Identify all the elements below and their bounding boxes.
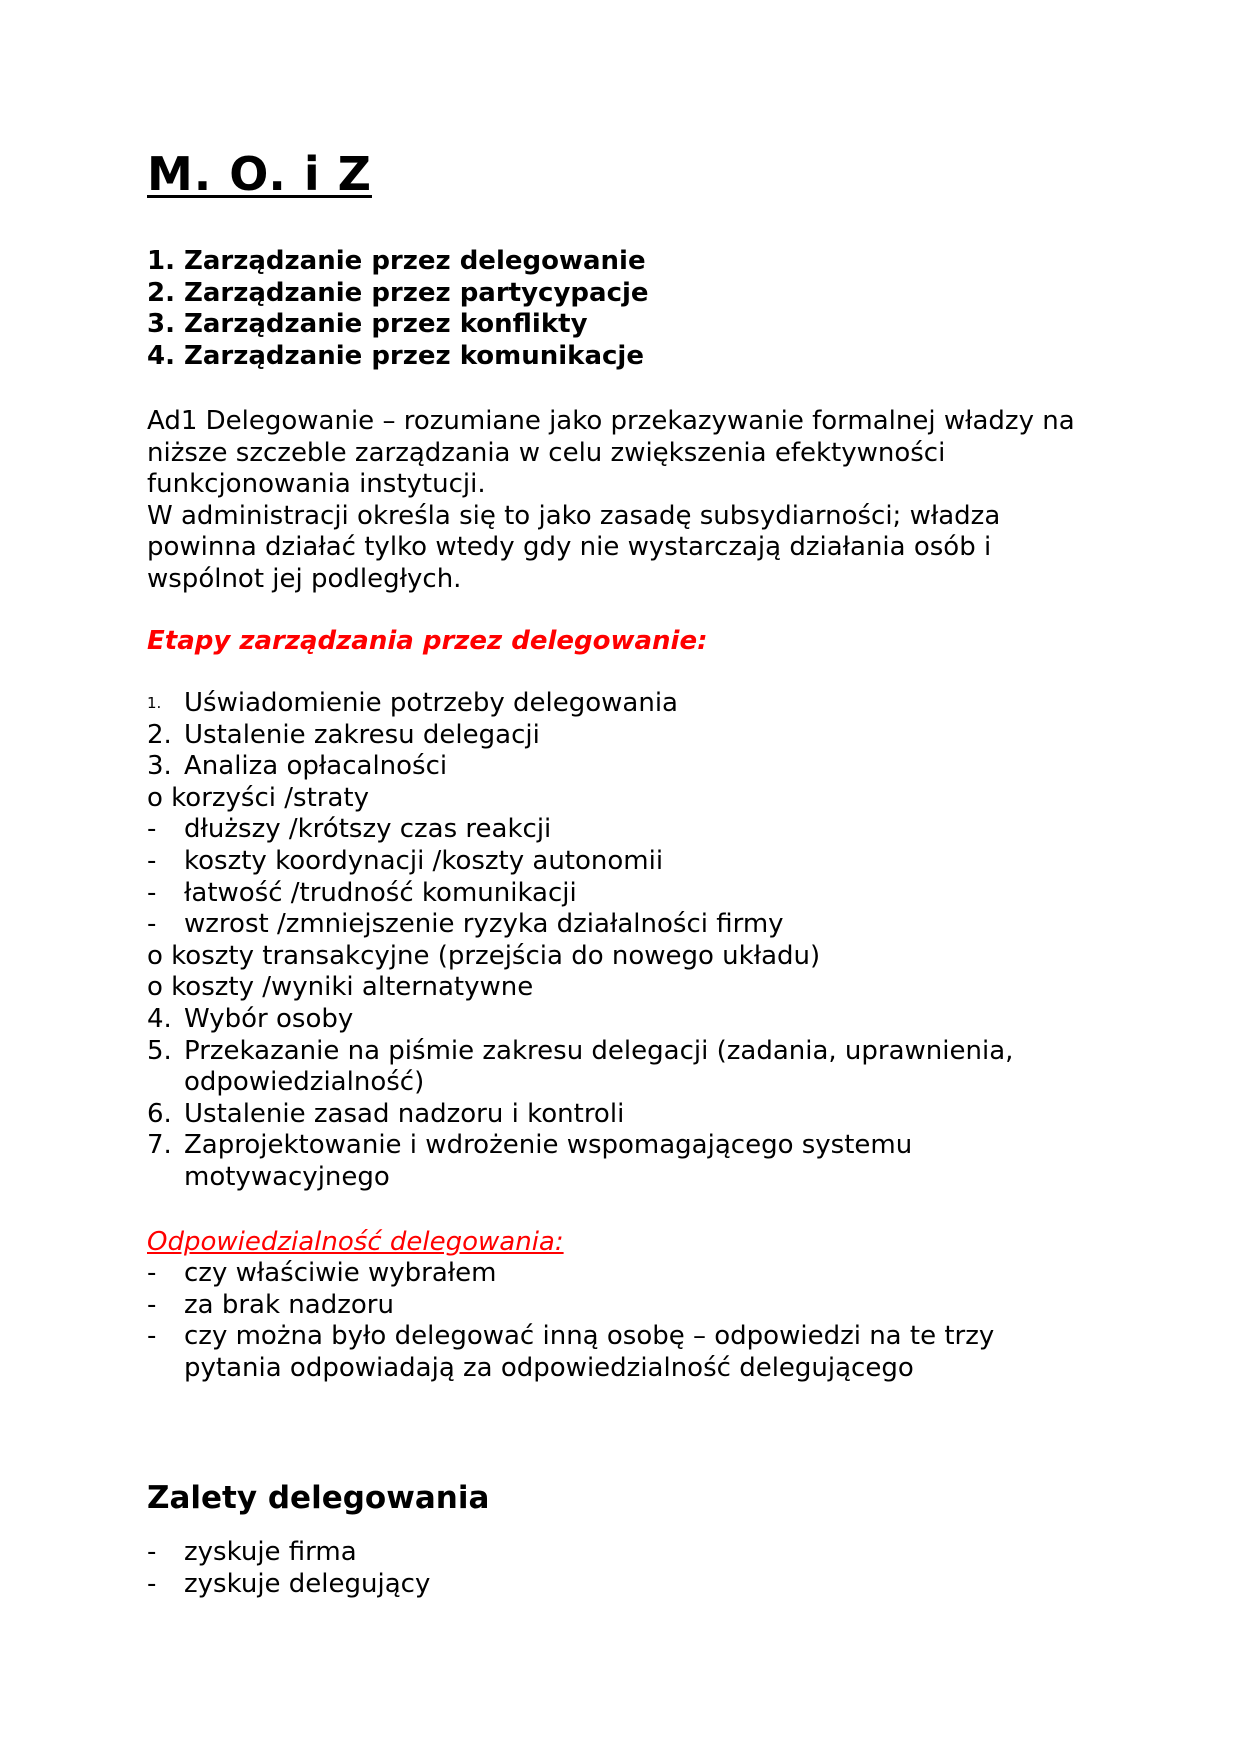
list-item <box>147 1004 1104 1036</box>
list-marker: - <box>147 1537 157 1567</box>
responsibility-list <box>147 1258 1064 1384</box>
list-item <box>147 846 1104 878</box>
list-item-text: łatwość /trudność komunikacji <box>184 877 577 908</box>
list-marker: - <box>147 814 157 845</box>
list-item <box>147 1569 430 1601</box>
list-marker: 2. <box>147 719 172 750</box>
list-item <box>147 751 1104 783</box>
list-item <box>147 941 1104 973</box>
stages-list <box>147 688 1104 1194</box>
list-item-text: o koszty transakcyjne (przejścia do nowego układu) <box>147 940 821 971</box>
intro-paragraphs <box>147 406 1107 596</box>
list-item <box>147 1321 1064 1384</box>
list-marker: - <box>147 909 157 940</box>
list-item-text: Ustalenie zakresu delegacji <box>184 719 540 750</box>
list-item-text: Analiza opłacalności <box>184 751 448 782</box>
list-item-text: za brak nadzoru <box>184 1289 394 1320</box>
list-item <box>147 1130 1104 1193</box>
list-marker: - <box>147 1568 157 1599</box>
list-item <box>147 1537 430 1569</box>
list-item <box>147 1036 1104 1099</box>
table-of-contents <box>147 246 649 372</box>
list-marker: 3. <box>147 751 172 782</box>
list-item-text: Zaprojektowanie i wdrożenie wspomagającego systemu motywacyjnego <box>184 1130 913 1192</box>
advantages-heading: Zalety delegowania <box>147 1480 490 1516</box>
list-marker: 4. <box>147 1003 172 1034</box>
list-item-text: Wybór osoby <box>184 1003 354 1034</box>
list-item <box>147 972 1104 1004</box>
list-item <box>147 878 1104 910</box>
list-item-text: zyskuje delegujący <box>184 1568 431 1599</box>
responsibility-heading: Odpowiedzialność delegowania: <box>147 1227 564 1257</box>
list-item-text: Uświadomienie potrzeby delegowania <box>184 688 678 718</box>
list-marker: 5. <box>147 1035 172 1066</box>
list-item <box>147 688 1104 720</box>
list-item <box>147 814 1104 846</box>
toc-item: 4. Zarządzanie przez komunikacje <box>147 340 644 371</box>
list-item <box>147 909 1104 941</box>
paragraph-subsidiarity: W administracji określa się to jako zasadę subsydiarności; władza powinna działać tylko wtedy gdy nie wystarczają działania osób i wspólnot jej podległych. <box>147 500 1001 594</box>
list-item <box>147 1258 1064 1290</box>
list-item-text: o koszty /wyniki alternatywne <box>147 972 534 1003</box>
toc-item: 2. Zarządzanie przez partycypacje <box>147 277 649 308</box>
list-item-text: koszty koordynacji /koszty autonomii <box>184 845 664 876</box>
list-item-text: zyskuje firma <box>184 1537 357 1567</box>
list-item-text: o korzyści /straty <box>147 782 369 813</box>
list-item <box>147 1099 1104 1131</box>
list-item <box>147 783 1104 815</box>
list-marker: 6. <box>147 1098 172 1129</box>
toc-item: 3. Zarządzanie przez konflikty <box>147 309 588 340</box>
advantages-list <box>147 1537 430 1600</box>
list-item-text: dłuższy /krótszy czas reakcji <box>184 814 552 845</box>
list-marker: - <box>147 845 157 876</box>
stages-heading: Etapy zarządzania przez delegowanie: <box>147 626 708 656</box>
list-marker: - <box>147 1258 157 1288</box>
list-item-text: czy można było delegować inną osobę – odpowiedzi na te trzy pytania odpowiadają za odpowiedzialność delegującego <box>184 1321 995 1383</box>
list-item-text: Przekazanie na piśmie zakresu delegacji (zadania, uprawnienia, odpowiedzialność) <box>184 1035 1014 1098</box>
document-title: M. O. i Z <box>147 147 372 201</box>
list-item-text: Ustalenie zasad nadzoru i kontroli <box>184 1098 625 1129</box>
list-marker: - <box>147 877 157 908</box>
list-marker: - <box>147 1321 157 1352</box>
toc-item: 1. Zarządzanie przez delegowanie <box>147 246 646 276</box>
list-item-text: wzrost /zmniejszenie ryzyka działalności firmy <box>184 909 784 940</box>
paragraph-definition: Ad1 Delegowanie – rozumiane jako przekazywanie formalnej władzy na niższe szczeble zarządzania w celu zwiększenia efektywności funkcjonowania instytucji. <box>147 406 1075 500</box>
list-marker: 1. <box>147 694 162 712</box>
list-item-text: czy właściwie wybrałem <box>184 1258 497 1288</box>
list-marker: 7. <box>147 1130 172 1161</box>
list-marker: - <box>147 1289 157 1320</box>
list-item <box>147 1290 1064 1322</box>
list-item <box>147 720 1104 752</box>
